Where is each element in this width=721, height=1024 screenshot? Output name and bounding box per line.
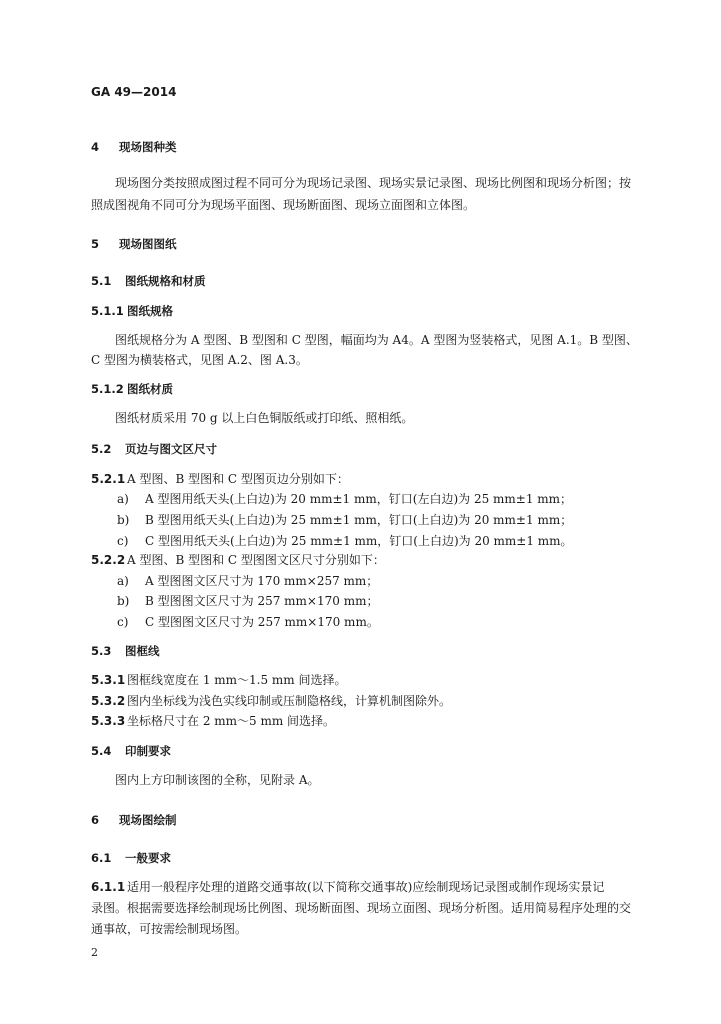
section-title: 图框线 bbox=[125, 644, 160, 658]
section-5-heading bbox=[91, 236, 177, 252]
standard-code: GA 49—2014 bbox=[91, 85, 177, 99]
list-text: A 型图用纸天头(上白边)为 20 mm±1 mm，钉口(左白边)为 25 mm±1 mm； bbox=[145, 492, 573, 506]
page-number: 2 bbox=[91, 946, 98, 959]
list-label: b) bbox=[117, 513, 130, 527]
paragraph-line: 现场图分类按照成图过程不同可分为现场记录图、现场实景记录图、现场比例图和现场分析图；按 bbox=[115, 176, 632, 190]
section-title: 页边与图文区尺寸 bbox=[125, 442, 217, 456]
clause-5-3-3 bbox=[91, 713, 335, 729]
section-title: 图纸规格和材质 bbox=[125, 274, 206, 288]
section-number: 5.3 bbox=[91, 644, 112, 658]
list-item bbox=[117, 533, 573, 549]
paragraph-line: C 型图为横装格式，见图 A.2、图 A.3。 bbox=[91, 353, 308, 367]
section-title: 现场图种类 bbox=[119, 140, 177, 154]
list-label: b) bbox=[117, 594, 130, 608]
section-5-1-heading bbox=[91, 273, 206, 289]
clause-number: 5.3.3 bbox=[91, 714, 126, 728]
clause-5-3-1 bbox=[91, 672, 347, 688]
section-number: 4 bbox=[91, 140, 100, 154]
clause-5-2-2 bbox=[91, 552, 385, 568]
clause-number: 6.1.1 bbox=[91, 880, 126, 894]
clause-text: 图内坐标线为浅色实线印制或压制隐格线，计算机制图除外。 bbox=[127, 694, 452, 708]
paragraph-line: 通事故，可按需绘制现场图。 bbox=[91, 922, 248, 936]
section-title: 现场图图纸 bbox=[119, 237, 177, 251]
clause-number: 5.3.1 bbox=[91, 673, 126, 687]
section-number: 5.1.2 bbox=[91, 382, 124, 396]
list-item bbox=[117, 573, 378, 589]
section-title: 现场图绘制 bbox=[119, 813, 177, 827]
clause-5-3-2 bbox=[91, 693, 451, 709]
section-title: 图纸规格 bbox=[127, 304, 173, 318]
clause-6-1-1 bbox=[91, 879, 604, 895]
clause-text: 图框线宽度在 1 mm～1.5 mm 间选择。 bbox=[127, 673, 347, 687]
section-title: 图纸材质 bbox=[127, 382, 173, 396]
list-label: a) bbox=[117, 574, 129, 588]
list-item bbox=[117, 593, 378, 609]
list-item bbox=[117, 614, 379, 630]
section-5-4-heading bbox=[91, 743, 171, 759]
clause-number: 5.2.1 bbox=[91, 472, 126, 486]
section-number: 6 bbox=[91, 813, 100, 827]
section-5-3-heading bbox=[91, 643, 160, 659]
paragraph-line: 图纸规格分为 A 型图、B 型图和 C 型图，幅面均为 A4。A 型图为竖装格式，见图 A.1。B 型图、 bbox=[115, 333, 638, 347]
list-label: c) bbox=[117, 534, 129, 548]
section-6-1-heading bbox=[91, 850, 171, 866]
section-number: 6.1 bbox=[91, 851, 112, 865]
list-text: A 型图图文区尺寸为 170 mm×257 mm； bbox=[145, 574, 379, 588]
list-text: B 型图用纸天头(上白边)为 25 mm±1 mm，钉口(上白边)为 20 mm±1 mm； bbox=[145, 513, 573, 527]
clause-number: 5.2.2 bbox=[91, 553, 126, 567]
clause-text: 适用一般程序处理的道路交通事故(以下简称交通事故)应绘制现场记录图或制作现场实景记 bbox=[127, 880, 605, 894]
section-5-1-2-heading bbox=[91, 381, 173, 397]
section-5-1-1-heading bbox=[91, 303, 173, 319]
list-label: a) bbox=[117, 492, 129, 506]
section-title: 印制要求 bbox=[125, 744, 171, 758]
paragraph-line: 照成图视角不同可分为现场平面图、现场断面图、现场立面图和立体图。 bbox=[91, 198, 476, 212]
section-number: 5.2 bbox=[91, 442, 112, 456]
paragraph-line: 图纸材质采用 70 g 以上白色铜版纸或打印纸、照相纸。 bbox=[115, 411, 414, 425]
list-text: B 型图图文区尺寸为 257 mm×170 mm； bbox=[145, 594, 379, 608]
list-text: C 型图图文区尺寸为 257 mm×170 mm。 bbox=[145, 615, 379, 629]
section-title: 一般要求 bbox=[125, 851, 171, 865]
paragraph-line: 图内上方印制该图的全称，见附录 A。 bbox=[115, 773, 320, 787]
list-item bbox=[117, 491, 572, 507]
section-6-heading bbox=[91, 812, 177, 828]
section-number: 5.1.1 bbox=[91, 304, 124, 318]
clause-text: A 型图、B 型图和 C 型图图文区尺寸分别如下： bbox=[127, 553, 385, 567]
clause-5-2-1 bbox=[91, 471, 349, 487]
clause-text: 坐标格尺寸在 2 mm～5 mm 间选择。 bbox=[127, 714, 336, 728]
clause-text: A 型图、B 型图和 C 型图页边分别如下： bbox=[127, 472, 349, 486]
section-number: 5.4 bbox=[91, 744, 112, 758]
section-5-2-heading bbox=[91, 441, 217, 457]
list-item bbox=[117, 512, 572, 528]
list-label: c) bbox=[117, 615, 129, 629]
section-4-heading bbox=[91, 139, 177, 155]
list-text: C 型图用纸天头(上白边)为 25 mm±1 mm，钉口(上白边)为 20 mm±1 mm。 bbox=[145, 534, 573, 548]
section-number: 5 bbox=[91, 237, 100, 251]
clause-number: 5.3.2 bbox=[91, 694, 126, 708]
paragraph-line: 录图。根据需要选择绘制现场比例图、现场断面图、现场立面图、现场分析图。适用简易程序处理的交 bbox=[91, 901, 632, 915]
section-number: 5.1 bbox=[91, 274, 112, 288]
